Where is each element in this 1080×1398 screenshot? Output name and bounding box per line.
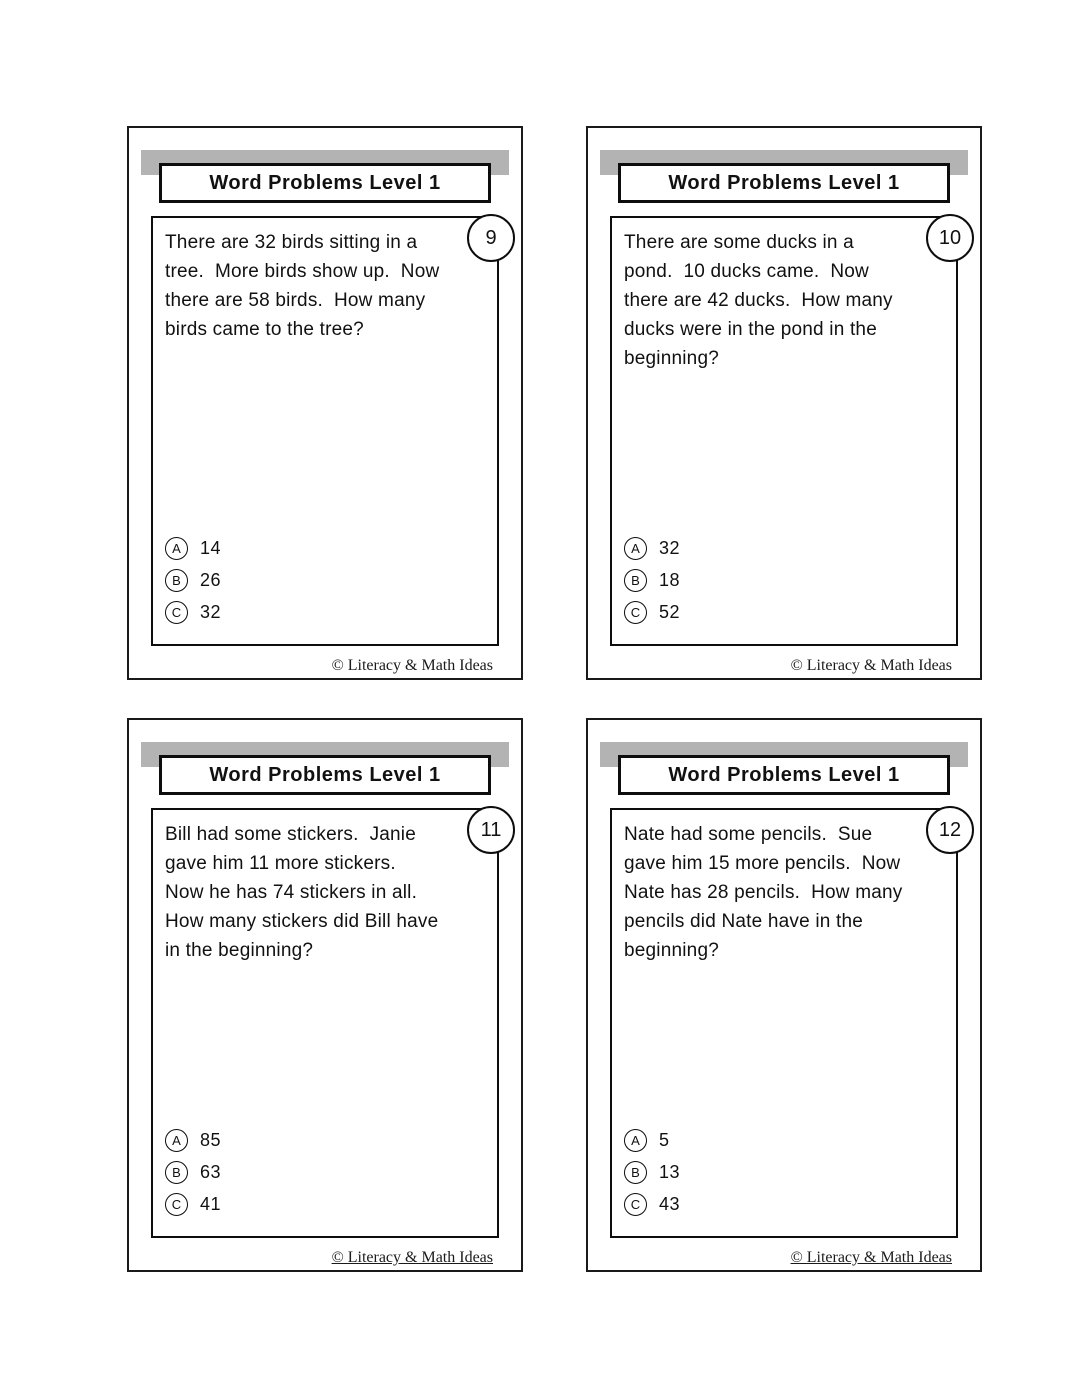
answer-letter-circle: A bbox=[165, 1129, 188, 1152]
answer-value: 63 bbox=[200, 1162, 222, 1182]
problem-text: Bill had some stickers. Janie gave him 11 more stickers. Now he has 74 stickers in all. How many stickers did Bill have in the beginning? bbox=[165, 824, 444, 961]
task-card bbox=[127, 718, 523, 1272]
answer-letter-circle: B bbox=[165, 569, 188, 592]
answer-option bbox=[165, 1161, 221, 1184]
answer-value: 13 bbox=[659, 1162, 681, 1182]
answer-letter-circle: C bbox=[624, 601, 647, 624]
answer-list bbox=[624, 1120, 680, 1216]
card-title: Word Problems Level 1 bbox=[668, 171, 900, 194]
answer-list bbox=[165, 528, 221, 624]
answer-letter-circle: A bbox=[165, 537, 188, 560]
copyright-text: © Literacy & Math Ideas bbox=[790, 657, 952, 674]
card-title-box bbox=[159, 163, 491, 203]
card-body bbox=[151, 808, 499, 1238]
card-title-box bbox=[618, 163, 950, 203]
card-title-box bbox=[159, 755, 491, 795]
problem-text: There are 32 birds sitting in a tree. More birds show up. Now there are 58 birds. How many birds came to the tree? bbox=[165, 232, 445, 340]
answer-option bbox=[165, 601, 221, 624]
card-title-box bbox=[618, 755, 950, 795]
answer-letter-circle: B bbox=[165, 1161, 188, 1184]
answer-letter-circle: C bbox=[624, 1193, 647, 1216]
card-number-badge: 12 bbox=[926, 806, 974, 854]
card-title: Word Problems Level 1 bbox=[209, 763, 441, 786]
problem-text: Nate had some pencils. Sue gave him 15 more pencils. Now Nate has 28 pencils. How many pencils did Nate have in the beginning? bbox=[624, 824, 908, 961]
answer-value: 32 bbox=[659, 538, 681, 558]
answer-option bbox=[165, 537, 221, 560]
answer-letter-circle: A bbox=[624, 1129, 647, 1152]
card-number-badge: 9 bbox=[467, 214, 515, 262]
answer-option bbox=[624, 1129, 680, 1152]
card-number-badge: 10 bbox=[926, 214, 974, 262]
task-card bbox=[586, 126, 982, 680]
answer-value: 43 bbox=[659, 1194, 681, 1214]
answer-letter-circle: B bbox=[624, 1161, 647, 1184]
answer-option bbox=[624, 601, 680, 624]
answer-option bbox=[624, 1161, 680, 1184]
answer-option bbox=[624, 569, 680, 592]
answer-letter-circle: C bbox=[165, 1193, 188, 1216]
answer-option bbox=[624, 537, 680, 560]
answer-value: 26 bbox=[200, 570, 222, 590]
answer-letter-circle: B bbox=[624, 569, 647, 592]
copyright-text: © Literacy & Math Ideas bbox=[331, 1249, 493, 1266]
card-body bbox=[610, 808, 958, 1238]
problem-text: There are some ducks in a pond. 10 ducks came. Now there are 42 ducks. How many ducks were in the pond in the beginning? bbox=[624, 232, 899, 369]
copyright-text: © Literacy & Math Ideas bbox=[331, 657, 493, 674]
answer-value: 41 bbox=[200, 1194, 222, 1214]
answer-value: 85 bbox=[200, 1130, 222, 1150]
task-card bbox=[127, 126, 523, 680]
answer-option bbox=[624, 1193, 680, 1216]
answer-option bbox=[165, 569, 221, 592]
answer-value: 18 bbox=[659, 570, 681, 590]
answer-list bbox=[624, 528, 680, 624]
card-title: Word Problems Level 1 bbox=[668, 763, 900, 786]
answer-option bbox=[165, 1129, 221, 1152]
card-title: Word Problems Level 1 bbox=[209, 171, 441, 194]
answer-value: 5 bbox=[659, 1130, 670, 1150]
card-body bbox=[610, 216, 958, 646]
answer-list bbox=[165, 1120, 221, 1216]
answer-letter-circle: A bbox=[624, 537, 647, 560]
copyright-text: © Literacy & Math Ideas bbox=[790, 1249, 952, 1266]
answer-value: 32 bbox=[200, 602, 222, 622]
task-card bbox=[586, 718, 982, 1272]
card-body bbox=[151, 216, 499, 646]
answer-value: 52 bbox=[659, 602, 681, 622]
answer-option bbox=[165, 1193, 221, 1216]
answer-letter-circle: C bbox=[165, 601, 188, 624]
answer-value: 14 bbox=[200, 538, 222, 558]
card-number-badge: 11 bbox=[467, 806, 515, 854]
